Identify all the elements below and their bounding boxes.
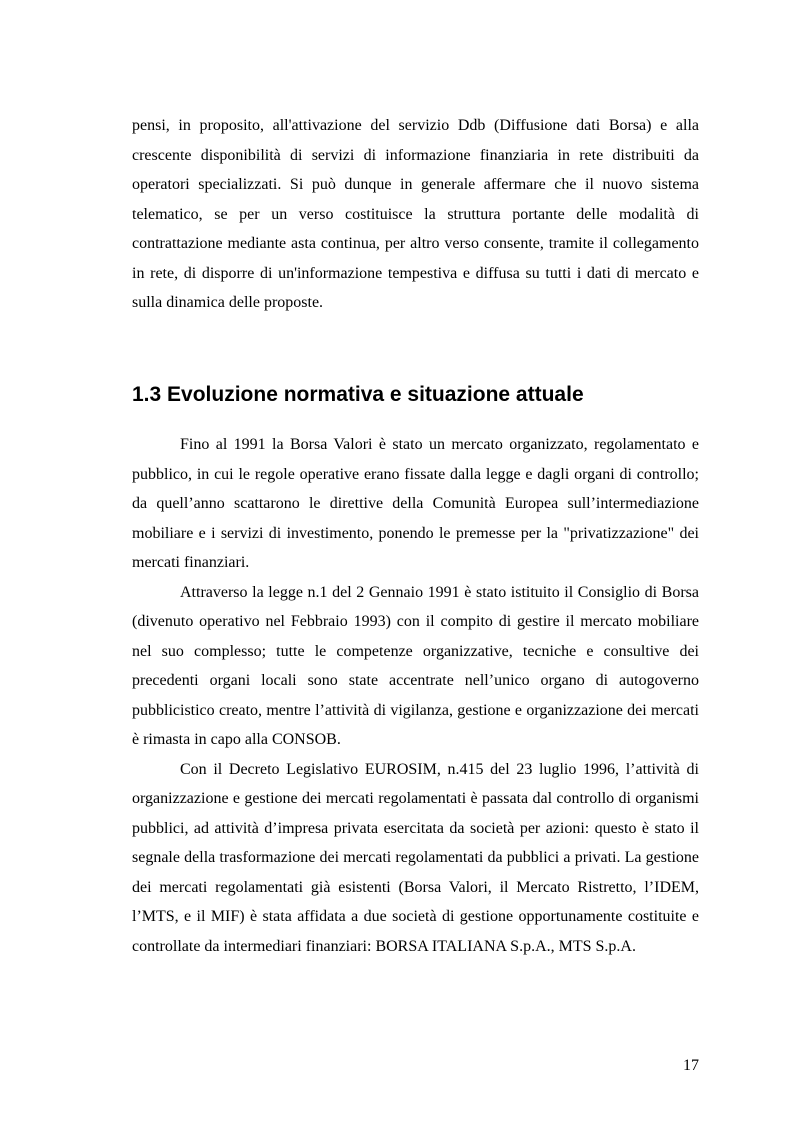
page-number: 17 <box>683 1057 699 1074</box>
section-body <box>132 430 699 961</box>
paragraph-2: Attraverso la legge n.1 del 2 Gennaio 1991 è stato istituito il Consiglio di Borsa (divenuto operativo nel Febbraio 1993) con il compito di gestire il mercato mobiliare nel suo complesso; tutte le competenze organizzative, tecniche e consultive dei precedenti organi locali sono state accentrate nell’unico organo di autogoverno pubblicistico creato, mentre l’attività di vigilanza, gestione e organizzazione dei mercati è rimasta in capo alla CONSOB. <box>132 583 699 748</box>
paragraph-3: Con il Decreto Legislativo EUROSIM, n.415 del 23 luglio 1996, l’attività di organizzazione e gestione dei mercati regolamentati è passata dal controllo di organismi pubblici, ad attività d’impresa privata esercitata da società per azioni: questo è stato il segnale della trasformazione dei mercati regolamentati da pubblici a privati. La gestione dei mercati regolamentati già esistenti (Borsa Valori, il Mercato Ristretto, l’IDEM, l’MTS, e il MIF) è stata affidata a due società di gestione opportunamente costituite e controllate da intermediari finanziari: BORSA ITALIANA S.p.A., MTS S.p.A. <box>132 760 699 955</box>
section-heading: 1.3 Evoluzione normativa e situazione attuale <box>132 383 584 406</box>
paragraph-1: Fino al 1991 la Borsa Valori è stato un mercato organizzato, regolamentato e pubblico, in cui le regole operative erano fissate dalla legge e dagli organi di controllo; da quell’anno scattarono le direttive della Comunità Europea sull’intermediazione mobiliare e i servizi di investimento, ponendo le premesse per la "privatizzazione" dei mercati finanziari. <box>132 436 699 571</box>
intro-paragraph: pensi, in proposito, all'attivazione del servizio Ddb (Diffusione dati Borsa) e alla crescente disponibilità di servizi di informazione finanziaria in rete distribuiti da operatori specializzati. Si può dunque in generale affermare che il nuovo sistema telematico, se per un verso costituisce la struttura portante delle modalità di contrattazione mediante asta continua, per altro verso consente, tramite il collegamento in rete, di disporre di un'informazione tempestiva e diffusa su tutti i dati di mercato e sulla dinamica delle proposte. <box>132 117 699 311</box>
